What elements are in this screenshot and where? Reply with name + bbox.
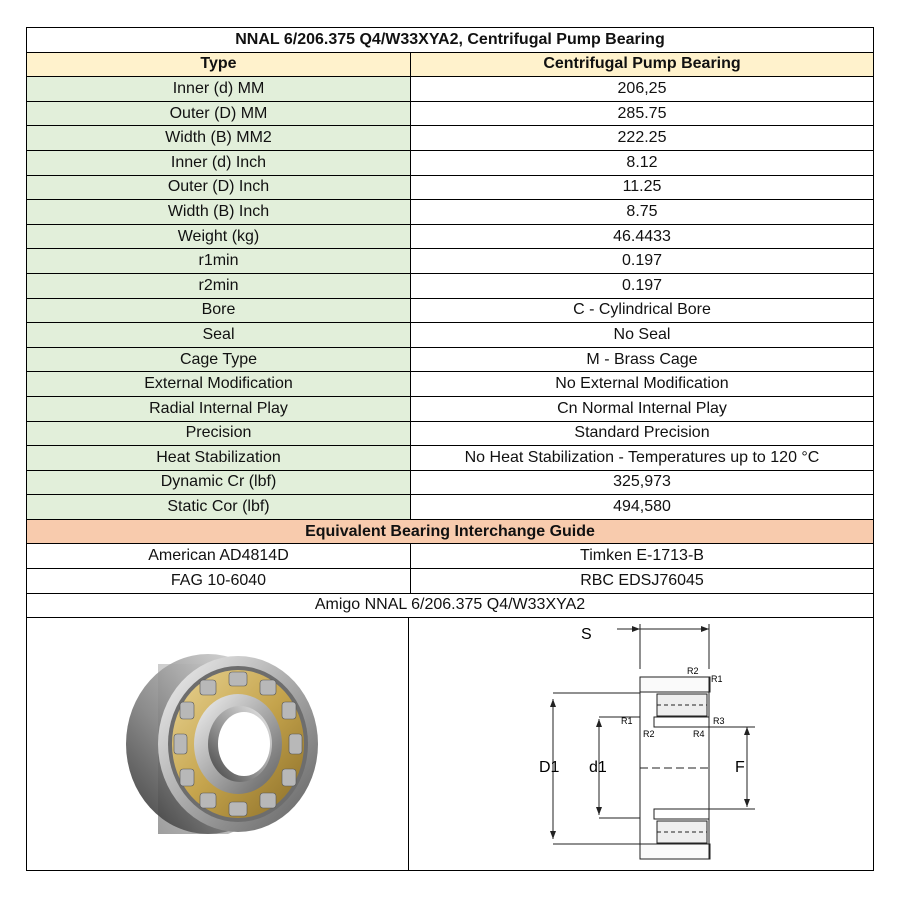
spec-value: Cn Normal Internal Play: [557, 399, 727, 417]
header-label: Type: [27, 53, 411, 77]
spec-label: Outer (D) Inch: [27, 176, 411, 200]
label-r1-left: R1: [621, 716, 633, 727]
label-r3: R3: [713, 716, 725, 727]
interchange-footer: Amigo NNAL 6/206.375 Q4/W33XYA2: [314, 596, 586, 614]
label-r1-top: R1: [711, 674, 723, 685]
bearing-cross-section-diagram: [409, 619, 873, 869]
spec-label: Bore: [27, 299, 411, 323]
spec-value: 0.197: [621, 252, 663, 270]
spec-row: [27, 422, 873, 447]
interchange-right: RBC EDSJ76045: [580, 571, 704, 589]
spec-label: Weight (kg): [27, 225, 411, 249]
header-row: [27, 53, 873, 78]
spec-label: Seal: [27, 323, 411, 347]
interchange-right: Timken E-1713-B: [580, 547, 704, 565]
spec-value: 8.75: [626, 202, 658, 220]
spec-row: [27, 446, 873, 471]
title-row: [27, 28, 873, 53]
interchange-left: American AD4814D: [27, 544, 411, 568]
interchange-row: [27, 544, 873, 569]
label-r2-bottom: R2: [643, 729, 655, 740]
spec-value: Standard Precision: [574, 424, 710, 442]
label-f: F: [735, 759, 745, 777]
spec-row: [27, 249, 873, 274]
label-d1-inner: d1: [589, 759, 607, 777]
spec-row: [27, 348, 873, 373]
spec-label: r1min: [27, 249, 411, 273]
spec-label: r2min: [27, 274, 411, 298]
bearing-photo-illustration: [98, 644, 338, 844]
spec-row: [27, 176, 873, 201]
spec-label: Inner (d) Inch: [27, 151, 411, 175]
spec-value: 285.75: [617, 104, 667, 122]
spec-label: Width (B) MM2: [27, 126, 411, 150]
table-title: NNAL 6/206.375 Q4/W33XYA2, Centrifugal Pump Bearing: [235, 30, 665, 48]
spec-label: Radial Internal Play: [27, 397, 411, 421]
spec-label: Heat Stabilization: [27, 446, 411, 470]
spec-value: 8.12: [626, 153, 658, 171]
label-r2-top: R2: [687, 666, 699, 677]
interchange-left: FAG 10-6040: [27, 569, 411, 593]
image-row: [27, 618, 873, 870]
spec-row: [27, 274, 873, 299]
spec-row: [27, 299, 873, 324]
spec-row: [27, 323, 873, 348]
footer-row: [27, 594, 873, 619]
spec-row: [27, 372, 873, 397]
label-r4: R4: [693, 729, 705, 740]
spec-value: 222.25: [617, 129, 667, 147]
spec-row: [27, 225, 873, 250]
spec-row: [27, 495, 873, 520]
spec-label: Cage Type: [27, 348, 411, 372]
spec-table: [26, 27, 874, 871]
spec-row: [27, 471, 873, 496]
spec-label: External Modification: [27, 372, 411, 396]
spec-row: [27, 126, 873, 151]
spec-value: 325,973: [613, 473, 671, 491]
spec-value: 46.4433: [613, 227, 671, 245]
spec-rows: [27, 77, 873, 520]
spec-label: Dynamic Cr (lbf): [27, 471, 411, 495]
label-s: S: [581, 626, 592, 644]
spec-value: No External Modification: [555, 375, 729, 393]
interchange-heading-row: [27, 520, 873, 545]
spec-label: Inner (d) MM: [27, 77, 411, 101]
spec-label: Outer (D) MM: [27, 102, 411, 126]
spec-row: [27, 151, 873, 176]
spec-row: [27, 77, 873, 102]
spec-value: 206,25: [617, 79, 667, 97]
spec-value: C - Cylindrical Bore: [573, 301, 711, 319]
spec-row: [27, 102, 873, 127]
interchange-heading: Equivalent Bearing Interchange Guide: [27, 520, 873, 544]
spec-value: 494,580: [613, 498, 671, 516]
spec-label: Width (B) Inch: [27, 200, 411, 224]
interchange-row: [27, 569, 873, 594]
header-value: Centrifugal Pump Bearing: [411, 53, 873, 77]
bearing-drawing-cell: [409, 618, 873, 870]
spec-value: 11.25: [622, 178, 662, 196]
spec-value: No Seal: [613, 325, 671, 343]
spec-value: 0.197: [621, 276, 663, 294]
spec-row: [27, 200, 873, 225]
label-d1-outer: D1: [539, 759, 560, 777]
spec-label: Static Cor (lbf): [27, 495, 411, 519]
spec-label: Precision: [27, 422, 411, 446]
spec-value: M - Brass Cage: [586, 350, 698, 368]
spec-row: [27, 397, 873, 422]
spec-value: No Heat Stabilization - Temperatures up to 120 °C: [464, 448, 820, 466]
bearing-photo-cell: [27, 618, 409, 870]
